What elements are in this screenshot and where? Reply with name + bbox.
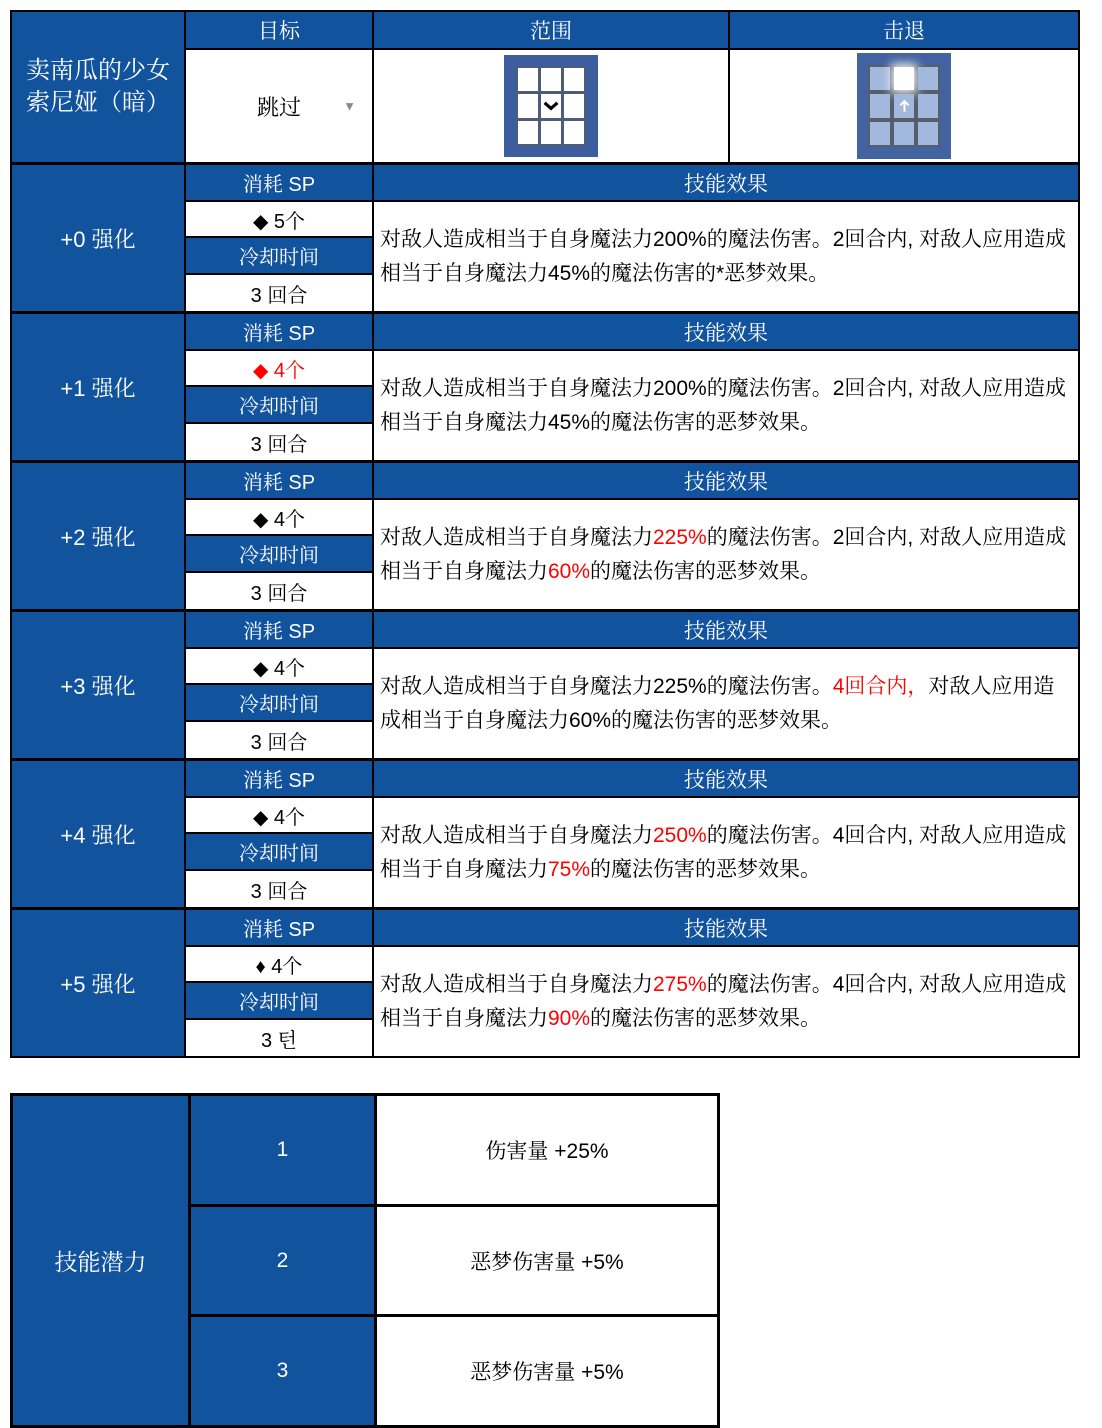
- cooldown-header: 冷却时间: [186, 983, 372, 1020]
- potential-level: 2: [191, 1207, 377, 1315]
- effect-text: 对敌人造成相当于自身魔法力250%的魔法伤害。4回合内, 对敌人应用造成相当于自身魔法力75%的魔法伤害的恶梦效果。: [380, 823, 1067, 881]
- cooldown-value: 3 回合: [250, 582, 308, 605]
- dropdown-arrow-icon[interactable]: ▼: [343, 98, 356, 114]
- effect-text: 对敌人造成相当于自身魔法力225%的魔法伤害。2回合内, 对敌人应用造成相当于自身魔法力60%的魔法伤害的恶梦效果。: [380, 525, 1067, 583]
- skill-row-plus0: [12, 162, 1078, 311]
- effect-text: 对敌人造成相当于自身魔法力200%的魔法伤害。2回合内, 对敌人应用造成相当于自身魔法力45%的魔法伤害的恶梦效果。: [380, 376, 1067, 434]
- sp-value: ♦ 4个: [186, 947, 372, 983]
- cooldown-header: 冷却时间: [186, 834, 372, 871]
- cooldown-header: 冷却时间: [186, 685, 372, 722]
- column-header-range: 范围: [374, 12, 728, 50]
- knockback-center-cell: [894, 94, 914, 117]
- character-name-line2: 索尼娅（暗）: [26, 89, 170, 116]
- cooldown-value: 3 回合: [250, 284, 308, 307]
- potential-title: 技能潜力: [13, 1096, 191, 1425]
- potential-effect: 恶梦伤害量 +5%: [377, 1317, 717, 1425]
- sp-value: ◆ 5个: [186, 202, 372, 238]
- potential-level: 3: [191, 1317, 377, 1425]
- effect-header: 技能效果: [374, 463, 1078, 500]
- cooldown-header: 冷却时间: [186, 238, 372, 275]
- sp-header: 消耗 SP: [186, 910, 372, 947]
- skill-row-plus1: [12, 311, 1078, 460]
- effect-header: 技能效果: [374, 612, 1078, 649]
- level-label: +1 强化: [12, 314, 186, 460]
- effect-text: 对敌人造成相当于自身魔法力275%的魔法伤害。4回合内, 对敌人应用造成相当于自身魔法力90%的魔法伤害的恶梦效果。: [380, 972, 1067, 1030]
- level-label: +5 强化: [12, 910, 186, 1056]
- cooldown-header: 冷却时间: [186, 387, 372, 424]
- sp-header: 消耗 SP: [186, 761, 372, 798]
- sp-header: 消耗 SP: [186, 463, 372, 500]
- knockback-target-cell: [894, 67, 914, 90]
- target-dropdown-value: 跳过: [256, 94, 301, 120]
- level-label: +3 强化: [12, 612, 186, 758]
- page: [10, 10, 1080, 1428]
- range-center-cell: [541, 94, 561, 117]
- chevron-down-icon: [543, 101, 559, 111]
- target-dropdown[interactable]: [186, 50, 372, 162]
- effect-header: 技能效果: [374, 910, 1078, 947]
- character-name: [12, 12, 186, 162]
- cooldown-value: 3 回合: [250, 433, 308, 456]
- column-header-target: 目标: [186, 12, 372, 50]
- skill-table: [10, 10, 1080, 1058]
- potential-row-2: [191, 1204, 717, 1315]
- range-grid-down-arrow-icon: [504, 55, 598, 157]
- sp-value: ◆ 4个: [186, 798, 372, 834]
- sp-header: 消耗 SP: [186, 165, 372, 202]
- sp-value: ◆ 4个: [186, 649, 372, 685]
- cooldown-value: 3 턴: [261, 1029, 297, 1052]
- character-name-line1: 卖南瓜的少女: [26, 57, 170, 84]
- cooldown-header: 冷却时间: [186, 536, 372, 573]
- cooldown-value: 3 回合: [250, 731, 308, 754]
- cooldown-value: 3 回合: [250, 880, 308, 903]
- level-label: +2 强化: [12, 463, 186, 609]
- effect-text: 对敌人造成相当于自身魔法力200%的魔法伤害。2回合内, 对敌人应用造成相当于自身魔法力45%的魔法伤害的*恶梦效果。: [380, 227, 1067, 285]
- potential-level: 1: [191, 1096, 377, 1204]
- sp-value: ◆ 4个: [186, 500, 372, 536]
- potential-effect: 伤害量 +25%: [377, 1096, 717, 1204]
- level-label: +4 强化: [12, 761, 186, 907]
- skill-potential-table: [10, 1093, 720, 1428]
- effect-header: 技能效果: [374, 761, 1078, 798]
- column-header-knockback: 击退: [730, 12, 1078, 50]
- knockback-grid-up-arrow-icon: [857, 53, 951, 159]
- skill-header-row: [12, 12, 1078, 162]
- arrow-up-icon: [898, 98, 911, 114]
- level-label: +0 强化: [12, 165, 186, 311]
- effect-header: 技能效果: [374, 314, 1078, 351]
- potential-row-1: [191, 1096, 717, 1204]
- sp-header: 消耗 SP: [186, 612, 372, 649]
- skill-row-plus3: [12, 609, 1078, 758]
- effect-header: 技能效果: [374, 165, 1078, 202]
- sp-header: 消耗 SP: [186, 314, 372, 351]
- effect-text: 对敌人造成相当于自身魔法力225%的魔法伤害。4回合内，对敌人应用造成相当于自身魔法力60%的魔法伤害的恶梦效果。: [380, 674, 1055, 732]
- sp-value: ◆ 4个: [186, 351, 372, 387]
- skill-row-plus4: [12, 758, 1078, 907]
- potential-row-3: [191, 1314, 717, 1425]
- skill-row-plus2: [12, 460, 1078, 609]
- skill-row-plus5: [12, 907, 1078, 1056]
- potential-effect: 恶梦伤害量 +5%: [377, 1207, 717, 1315]
